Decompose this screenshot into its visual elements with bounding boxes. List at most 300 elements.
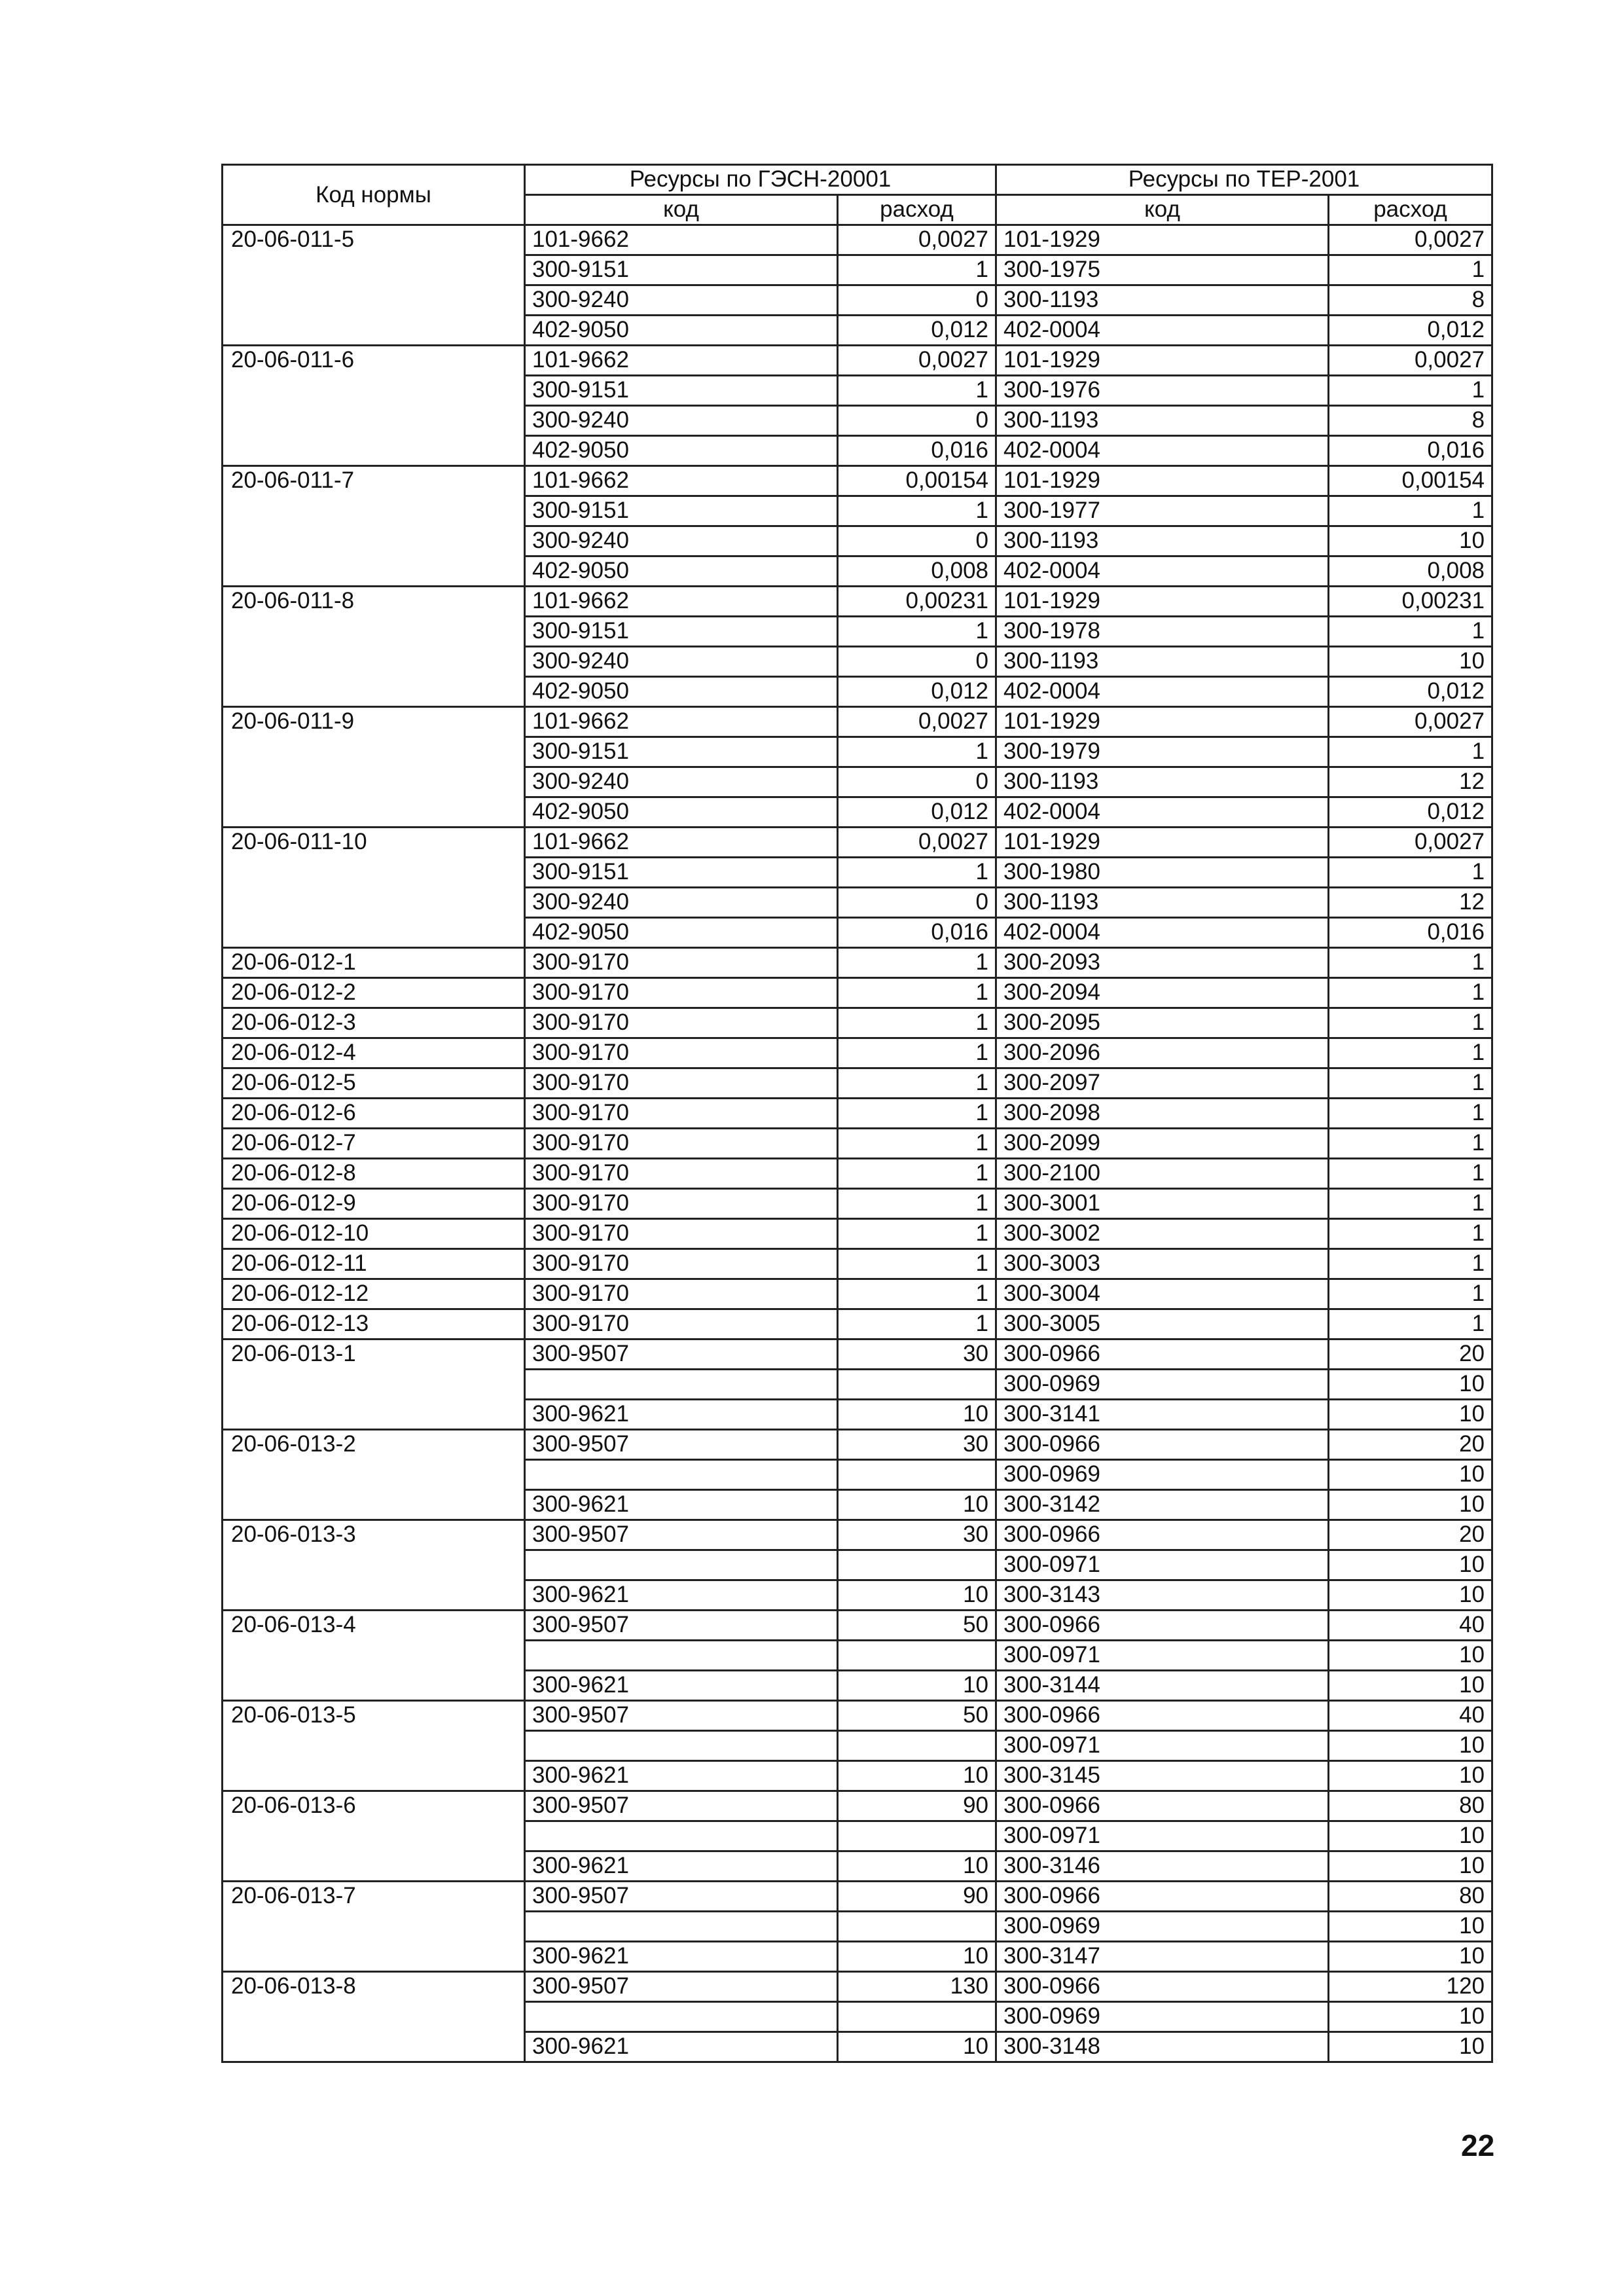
gesn-rate-cell: 30 — [838, 1339, 996, 1370]
gesn-code-cell: 300-9621 — [525, 1490, 838, 1520]
ter-rate-cell: 1 — [1329, 1099, 1492, 1129]
ter-code-cell: 300-0971 — [996, 1641, 1329, 1671]
gesn-code-cell: 300-9151 — [525, 617, 838, 647]
table-row — [223, 1279, 1492, 1309]
page-number: 22 — [1461, 2128, 1495, 2162]
ter-rate-cell: 1 — [1329, 496, 1492, 526]
gesn-rate-cell: 1 — [838, 617, 996, 647]
gesn-rate-cell — [838, 1550, 996, 1580]
gesn-rate-cell: 0 — [838, 767, 996, 797]
norm-code-cell: 20-06-012-6 — [223, 1099, 525, 1129]
gesn-rate-cell: 50 — [838, 1701, 996, 1731]
ter-code-cell: 300-0966 — [996, 1430, 1329, 1460]
ter-code-cell: 101-1929 — [996, 587, 1329, 617]
table-row — [223, 1189, 1492, 1219]
gesn-code-cell: 300-9507 — [525, 1972, 838, 2002]
ter-rate-header: расход — [1329, 195, 1492, 225]
ter-code-cell: 300-1193 — [996, 285, 1329, 316]
gesn-code-cell — [525, 1912, 838, 1942]
gesn-code-cell: 402-9050 — [525, 436, 838, 466]
gesn-code-cell: 402-9050 — [525, 316, 838, 346]
gesn-code-cell: 300-9507 — [525, 1701, 838, 1731]
gesn-rate-cell: 10 — [838, 1851, 996, 1882]
table-row — [223, 828, 1492, 858]
table-row — [223, 1339, 1492, 1370]
gesn-code-cell: 300-9170 — [525, 1189, 838, 1219]
norm-code-cell: 20-06-012-1 — [223, 948, 525, 978]
ter-rate-cell: 1 — [1329, 1189, 1492, 1219]
ter-rate-cell: 40 — [1329, 1611, 1492, 1641]
ter-code-cell: 300-3147 — [996, 1942, 1329, 1972]
ter-rate-cell: 10 — [1329, 1761, 1492, 1791]
gesn-rate-cell: 0,0027 — [838, 346, 996, 376]
ter-rate-cell: 0,016 — [1329, 436, 1492, 466]
table-row — [223, 1309, 1492, 1339]
gesn-code-cell: 402-9050 — [525, 918, 838, 948]
norm-code-cell: 20-06-013-5 — [223, 1701, 525, 1791]
ter-rate-cell: 1 — [1329, 737, 1492, 767]
ter-code-cell: 300-0966 — [996, 1611, 1329, 1641]
ter-code-cell: 402-0004 — [996, 918, 1329, 948]
ter-code-cell: 300-1193 — [996, 526, 1329, 556]
ter-rate-cell: 1 — [1329, 255, 1492, 285]
gesn-code-cell: 300-9170 — [525, 1099, 838, 1129]
gesn-code-cell: 300-9170 — [525, 1008, 838, 1038]
gesn-rate-cell: 1 — [838, 1279, 996, 1309]
gesn-code-cell: 300-9151 — [525, 737, 838, 767]
ter-rate-cell: 10 — [1329, 1942, 1492, 1972]
gesn-rate-cell: 0,012 — [838, 316, 996, 346]
gesn-code-cell: 300-9621 — [525, 2032, 838, 2062]
gesn-code-cell — [525, 1370, 838, 1400]
ter-rate-cell: 8 — [1329, 285, 1492, 316]
table-row — [223, 978, 1492, 1008]
ter-rate-cell: 10 — [1329, 1912, 1492, 1942]
table-row — [223, 1972, 1492, 2002]
ter-code-cell: 300-2097 — [996, 1068, 1329, 1099]
norm-code-cell: 20-06-011-7 — [223, 466, 525, 587]
gesn-code-cell: 300-9621 — [525, 1851, 838, 1882]
table-row — [223, 1008, 1492, 1038]
table-row — [223, 1701, 1492, 1731]
ter-rate-cell: 0,012 — [1329, 316, 1492, 346]
ter-code-cell: 300-3148 — [996, 2032, 1329, 2062]
ter-rate-cell: 1 — [1329, 858, 1492, 888]
norm-code-cell: 20-06-012-8 — [223, 1159, 525, 1189]
ter-rate-cell: 10 — [1329, 1460, 1492, 1490]
gesn-rate-header: расход — [838, 195, 996, 225]
ter-code-cell: 300-3002 — [996, 1219, 1329, 1249]
norm-code-cell: 20-06-011-8 — [223, 587, 525, 707]
ter-rate-cell: 0,008 — [1329, 556, 1492, 587]
ter-code-cell: 300-0966 — [996, 1791, 1329, 1821]
gesn-rate-cell: 1 — [838, 1249, 996, 1279]
gesn-rate-cell: 0 — [838, 888, 996, 918]
gesn-rate-cell — [838, 2002, 996, 2032]
gesn-rate-cell: 1 — [838, 1099, 996, 1129]
ter-code-cell: 300-3005 — [996, 1309, 1329, 1339]
gesn-code-cell — [525, 1550, 838, 1580]
table-row — [223, 948, 1492, 978]
gesn-code-cell: 300-9151 — [525, 496, 838, 526]
gesn-code-cell: 300-9240 — [525, 285, 838, 316]
gesn-code-cell: 300-9170 — [525, 1159, 838, 1189]
table-row — [223, 1249, 1492, 1279]
gesn-code-cell: 402-9050 — [525, 797, 838, 828]
gesn-rate-cell: 10 — [838, 1490, 996, 1520]
gesn-code-cell: 300-9170 — [525, 1279, 838, 1309]
norm-code-cell: 20-06-012-13 — [223, 1309, 525, 1339]
ter-code-cell: 300-0969 — [996, 2002, 1329, 2032]
gesn-rate-cell: 1 — [838, 1008, 996, 1038]
gesn-rate-cell — [838, 1641, 996, 1671]
gesn-code-cell: 300-9170 — [525, 1038, 838, 1068]
ter-code-cell: 300-0966 — [996, 1882, 1329, 1912]
gesn-code-cell: 101-9662 — [525, 225, 838, 255]
gesn-rate-cell: 90 — [838, 1882, 996, 1912]
norm-code-cell: 20-06-012-12 — [223, 1279, 525, 1309]
gesn-code-cell — [525, 1641, 838, 1671]
gesn-rate-cell: 0,012 — [838, 677, 996, 707]
ter-rate-cell: 1 — [1329, 617, 1492, 647]
gesn-code-cell: 300-9621 — [525, 1400, 838, 1430]
gesn-code-cell: 300-9240 — [525, 526, 838, 556]
ter-rate-cell: 120 — [1329, 1972, 1492, 2002]
ter-code-cell: 300-0969 — [996, 1912, 1329, 1942]
norm-code-cell: 20-06-012-11 — [223, 1249, 525, 1279]
ter-rate-cell: 1 — [1329, 1038, 1492, 1068]
ter-rate-cell: 1 — [1329, 1219, 1492, 1249]
norm-code-cell: 20-06-013-6 — [223, 1791, 525, 1882]
gesn-code-cell — [525, 1731, 838, 1761]
gesn-code-cell: 300-9621 — [525, 1671, 838, 1701]
gesn-rate-cell: 0 — [838, 406, 996, 436]
ter-code-cell: 300-3004 — [996, 1279, 1329, 1309]
gesn-rate-cell: 0,012 — [838, 797, 996, 828]
ter-code-cell: 300-0971 — [996, 1821, 1329, 1851]
gesn-rate-cell: 90 — [838, 1791, 996, 1821]
norm-code-cell: 20-06-012-4 — [223, 1038, 525, 1068]
norm-code-cell: 20-06-011-6 — [223, 346, 525, 466]
gesn-code-cell: 300-9240 — [525, 767, 838, 797]
ter-rate-cell: 0,012 — [1329, 677, 1492, 707]
gesn-rate-cell: 0 — [838, 647, 996, 677]
ter-rate-cell: 0,0027 — [1329, 707, 1492, 737]
ter-code-cell: 300-1193 — [996, 406, 1329, 436]
gesn-code-cell: 300-9507 — [525, 1791, 838, 1821]
ter-code-cell: 300-1978 — [996, 617, 1329, 647]
ter-rate-cell: 1 — [1329, 1309, 1492, 1339]
gesn-rate-cell: 0,0027 — [838, 828, 996, 858]
ter-code-cell: 101-1929 — [996, 828, 1329, 858]
norm-code-cell: 20-06-011-10 — [223, 828, 525, 948]
ter-rate-cell: 8 — [1329, 406, 1492, 436]
norm-code-cell: 20-06-013-2 — [223, 1430, 525, 1520]
gesn-rate-cell: 1 — [838, 1129, 996, 1159]
table-row — [223, 1219, 1492, 1249]
gesn-code-cell: 300-9507 — [525, 1520, 838, 1550]
ter-rate-cell: 20 — [1329, 1430, 1492, 1460]
gesn-rate-cell: 1 — [838, 948, 996, 978]
table-row — [223, 1611, 1492, 1641]
ter-rate-cell: 80 — [1329, 1882, 1492, 1912]
ter-rate-cell: 10 — [1329, 647, 1492, 677]
ter-code-cell: 402-0004 — [996, 556, 1329, 587]
ter-code-cell: 300-1980 — [996, 858, 1329, 888]
gesn-code-cell: 300-9240 — [525, 647, 838, 677]
gesn-rate-cell: 1 — [838, 376, 996, 406]
ter-code-cell: 300-3003 — [996, 1249, 1329, 1279]
ter-code-cell: 300-2093 — [996, 948, 1329, 978]
norm-code-header: Код нормы — [223, 165, 525, 225]
table-row — [223, 1882, 1492, 1912]
table-row — [223, 346, 1492, 376]
gesn-code-cell: 300-9151 — [525, 376, 838, 406]
ter-code-cell: 402-0004 — [996, 316, 1329, 346]
ter-rate-cell: 1 — [1329, 948, 1492, 978]
ter-code-cell: 300-3144 — [996, 1671, 1329, 1701]
ter-rate-cell: 1 — [1329, 1068, 1492, 1099]
table-row — [223, 1430, 1492, 1460]
gesn-code-cell — [525, 1460, 838, 1490]
table-row — [223, 225, 1492, 255]
gesn-code-cell: 101-9662 — [525, 707, 838, 737]
ter-rate-cell: 1 — [1329, 1159, 1492, 1189]
ter-rate-cell: 1 — [1329, 1249, 1492, 1279]
table-row — [223, 1520, 1492, 1550]
ter-rate-cell: 0,012 — [1329, 797, 1492, 828]
ter-code-cell: 101-1929 — [996, 346, 1329, 376]
ter-rate-cell: 10 — [1329, 1550, 1492, 1580]
gesn-rate-cell — [838, 1912, 996, 1942]
gesn-code-cell: 300-9507 — [525, 1611, 838, 1641]
gesn-rate-cell: 0 — [838, 285, 996, 316]
table-row — [223, 466, 1492, 496]
gesn-rate-cell: 1 — [838, 858, 996, 888]
gesn-rate-cell: 1 — [838, 1189, 996, 1219]
ter-rate-cell: 10 — [1329, 1731, 1492, 1761]
ter-code-cell: 101-1929 — [996, 225, 1329, 255]
ter-rate-cell: 10 — [1329, 526, 1492, 556]
ter-code-cell: 300-0966 — [996, 1701, 1329, 1731]
ter-code-cell: 300-3143 — [996, 1580, 1329, 1611]
gesn-rate-cell: 0,016 — [838, 918, 996, 948]
ter-rate-cell: 10 — [1329, 1400, 1492, 1430]
gesn-code-cell: 300-9240 — [525, 888, 838, 918]
ter-rate-cell: 0,00231 — [1329, 587, 1492, 617]
table-row — [223, 1099, 1492, 1129]
norm-code-cell: 20-06-012-2 — [223, 978, 525, 1008]
ter-code-cell: 300-1975 — [996, 255, 1329, 285]
gesn-rate-cell: 0,00154 — [838, 466, 996, 496]
resource-table — [221, 164, 1493, 2063]
ter-rate-cell: 1 — [1329, 1008, 1492, 1038]
table-header — [223, 165, 1492, 225]
ter-code-cell: 300-0971 — [996, 1550, 1329, 1580]
gesn-rate-cell: 130 — [838, 1972, 996, 2002]
gesn-code-cell: 300-9621 — [525, 1942, 838, 1972]
ter-code-cell: 300-2100 — [996, 1159, 1329, 1189]
norm-code-cell: 20-06-013-1 — [223, 1339, 525, 1430]
ter-code-cell: 300-1977 — [996, 496, 1329, 526]
gesn-rate-cell: 10 — [838, 1580, 996, 1611]
gesn-rate-cell: 0,0027 — [838, 707, 996, 737]
ter-rate-cell: 10 — [1329, 1490, 1492, 1520]
gesn-code-cell: 300-9151 — [525, 858, 838, 888]
table-row — [223, 587, 1492, 617]
gesn-rate-cell: 1 — [838, 1038, 996, 1068]
ter-rate-cell: 10 — [1329, 1851, 1492, 1882]
ter-code-cell: 300-1193 — [996, 647, 1329, 677]
gesn-code-cell: 101-9662 — [525, 346, 838, 376]
gesn-resources-header: Ресурсы по ГЭСН-20001 — [525, 165, 996, 195]
gesn-code-cell: 300-9151 — [525, 255, 838, 285]
ter-code-cell: 300-0966 — [996, 1520, 1329, 1550]
ter-code-cell: 402-0004 — [996, 436, 1329, 466]
ter-rate-cell: 10 — [1329, 1580, 1492, 1611]
ter-code-cell: 300-2094 — [996, 978, 1329, 1008]
ter-rate-cell: 10 — [1329, 1821, 1492, 1851]
norm-code-cell: 20-06-011-9 — [223, 707, 525, 828]
ter-rate-cell: 10 — [1329, 1641, 1492, 1671]
ter-code-cell: 300-1193 — [996, 888, 1329, 918]
gesn-rate-cell: 10 — [838, 1671, 996, 1701]
gesn-rate-cell: 10 — [838, 1942, 996, 1972]
ter-rate-cell: 1 — [1329, 978, 1492, 1008]
gesn-rate-cell: 0 — [838, 526, 996, 556]
ter-rate-cell: 10 — [1329, 2002, 1492, 2032]
gesn-code-cell: 300-9170 — [525, 1249, 838, 1279]
gesn-code-cell: 101-9662 — [525, 466, 838, 496]
gesn-code-cell: 300-9507 — [525, 1882, 838, 1912]
gesn-rate-cell: 10 — [838, 1761, 996, 1791]
ter-rate-cell: 10 — [1329, 2032, 1492, 2062]
table-row — [223, 1159, 1492, 1189]
ter-code-cell: 300-3146 — [996, 1851, 1329, 1882]
ter-code-cell: 300-2099 — [996, 1129, 1329, 1159]
gesn-rate-cell: 0,0027 — [838, 225, 996, 255]
ter-code-cell: 300-0966 — [996, 1972, 1329, 2002]
gesn-code-cell: 300-9507 — [525, 1339, 838, 1370]
gesn-rate-cell: 10 — [838, 1400, 996, 1430]
gesn-code-cell: 300-9621 — [525, 1761, 838, 1791]
ter-rate-cell: 0,016 — [1329, 918, 1492, 948]
ter-rate-cell: 10 — [1329, 1370, 1492, 1400]
gesn-rate-cell: 10 — [838, 2032, 996, 2062]
ter-code-cell: 300-2098 — [996, 1099, 1329, 1129]
gesn-code-cell: 300-9170 — [525, 1219, 838, 1249]
ter-rate-cell: 0,0027 — [1329, 828, 1492, 858]
gesn-code-cell: 300-9507 — [525, 1430, 838, 1460]
ter-code-cell: 101-1929 — [996, 466, 1329, 496]
table-row — [223, 1129, 1492, 1159]
gesn-rate-cell — [838, 1370, 996, 1400]
gesn-code-header: код — [525, 195, 838, 225]
norm-code-cell: 20-06-012-5 — [223, 1068, 525, 1099]
ter-code-cell: 300-1979 — [996, 737, 1329, 767]
gesn-code-cell: 300-9170 — [525, 1129, 838, 1159]
gesn-code-cell: 300-9170 — [525, 1309, 838, 1339]
ter-resources-header: Ресурсы по ТЕР-2001 — [996, 165, 1492, 195]
gesn-code-cell — [525, 1821, 838, 1851]
gesn-code-cell: 402-9050 — [525, 677, 838, 707]
ter-rate-cell: 0,0027 — [1329, 346, 1492, 376]
gesn-rate-cell — [838, 1821, 996, 1851]
gesn-rate-cell: 1 — [838, 737, 996, 767]
ter-code-cell: 300-0966 — [996, 1339, 1329, 1370]
ter-code-cell: 402-0004 — [996, 677, 1329, 707]
gesn-rate-cell — [838, 1460, 996, 1490]
gesn-code-cell: 300-9170 — [525, 978, 838, 1008]
norm-code-cell: 20-06-013-8 — [223, 1972, 525, 2062]
ter-code-cell: 300-3145 — [996, 1761, 1329, 1791]
gesn-code-cell: 300-9170 — [525, 1068, 838, 1099]
gesn-code-cell: 101-9662 — [525, 828, 838, 858]
ter-rate-cell: 80 — [1329, 1791, 1492, 1821]
table-row — [223, 1038, 1492, 1068]
gesn-rate-cell: 0,016 — [838, 436, 996, 466]
table-row — [223, 707, 1492, 737]
table-body — [223, 225, 1492, 2062]
norm-code-cell: 20-06-012-9 — [223, 1189, 525, 1219]
gesn-code-cell: 101-9662 — [525, 587, 838, 617]
table-row — [223, 1791, 1492, 1821]
gesn-rate-cell: 0,00231 — [838, 587, 996, 617]
table-row — [223, 1068, 1492, 1099]
ter-rate-cell: 1 — [1329, 1129, 1492, 1159]
ter-rate-cell: 1 — [1329, 1279, 1492, 1309]
ter-code-cell: 300-3141 — [996, 1400, 1329, 1430]
gesn-code-cell: 300-9621 — [525, 1580, 838, 1611]
gesn-code-cell: 300-9240 — [525, 406, 838, 436]
gesn-rate-cell: 0,008 — [838, 556, 996, 587]
norm-code-cell: 20-06-012-3 — [223, 1008, 525, 1038]
gesn-rate-cell: 30 — [838, 1430, 996, 1460]
gesn-rate-cell — [838, 1731, 996, 1761]
ter-code-cell: 300-2096 — [996, 1038, 1329, 1068]
ter-rate-cell: 12 — [1329, 888, 1492, 918]
ter-code-cell: 300-0969 — [996, 1370, 1329, 1400]
gesn-rate-cell: 50 — [838, 1611, 996, 1641]
ter-rate-cell: 1 — [1329, 376, 1492, 406]
ter-rate-cell: 0,0027 — [1329, 225, 1492, 255]
gesn-rate-cell: 1 — [838, 1309, 996, 1339]
ter-rate-cell: 20 — [1329, 1339, 1492, 1370]
ter-code-cell: 300-0971 — [996, 1731, 1329, 1761]
ter-code-cell: 300-3142 — [996, 1490, 1329, 1520]
norm-code-cell: 20-06-011-5 — [223, 225, 525, 346]
gesn-code-cell: 300-9170 — [525, 948, 838, 978]
norm-code-cell: 20-06-012-7 — [223, 1129, 525, 1159]
ter-code-cell: 101-1929 — [996, 707, 1329, 737]
gesn-rate-cell: 1 — [838, 1219, 996, 1249]
gesn-rate-cell: 1 — [838, 1068, 996, 1099]
norm-code-cell: 20-06-013-4 — [223, 1611, 525, 1701]
ter-code-cell: 300-1976 — [996, 376, 1329, 406]
norm-code-cell: 20-06-012-10 — [223, 1219, 525, 1249]
ter-rate-cell: 12 — [1329, 767, 1492, 797]
gesn-rate-cell: 1 — [838, 255, 996, 285]
ter-code-cell: 300-1193 — [996, 767, 1329, 797]
norm-code-cell: 20-06-013-3 — [223, 1520, 525, 1611]
ter-rate-cell: 40 — [1329, 1701, 1492, 1731]
gesn-rate-cell: 1 — [838, 1159, 996, 1189]
gesn-rate-cell: 1 — [838, 978, 996, 1008]
norm-code-cell: 20-06-013-7 — [223, 1882, 525, 1972]
ter-code-cell: 300-2095 — [996, 1008, 1329, 1038]
ter-code-cell: 402-0004 — [996, 797, 1329, 828]
ter-rate-cell: 10 — [1329, 1671, 1492, 1701]
